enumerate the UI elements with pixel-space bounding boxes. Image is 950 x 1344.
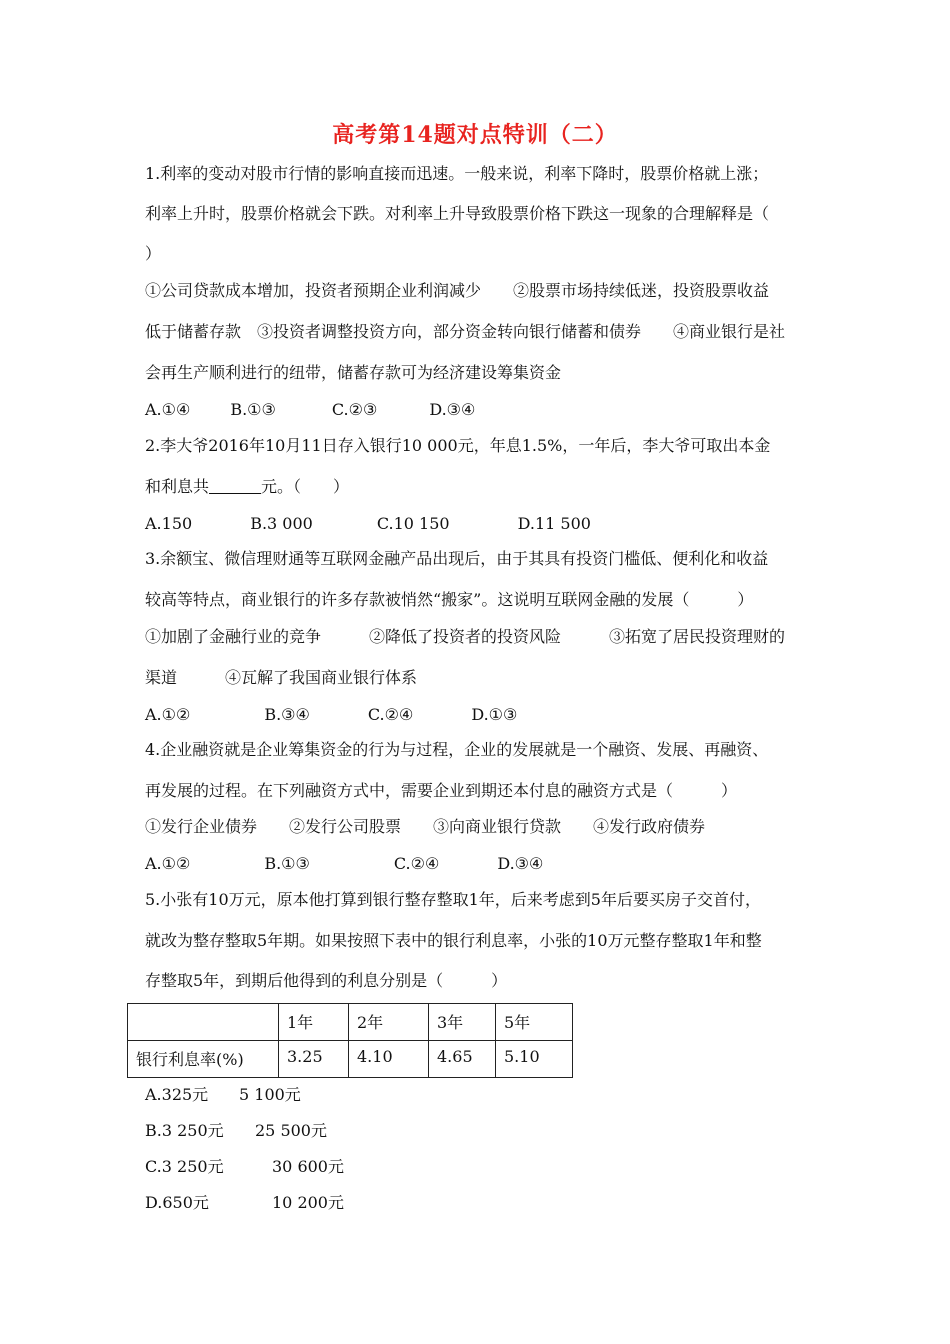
q5-option-b-value: 25 500元	[255, 1121, 327, 1140]
q2-option-a[interactable]: A.150	[145, 514, 193, 533]
q5-option-a[interactable]	[145, 1084, 301, 1106]
q2-option-c[interactable]: C.10 150	[376, 514, 450, 533]
q4-option-b[interactable]: B.①③	[264, 854, 310, 873]
table-header-cell: 3年	[429, 1004, 496, 1041]
q3-stem-line-1: 3.余额宝、微信理财通等互联网金融产品出现后，由于其具有投资门槛低、便利化和收益	[145, 549, 769, 568]
q5-stem-line-2: 就改为整存整取5年期。如果按照下表中的银行利息率，小张的10万元整存整取1年和整	[145, 931, 762, 950]
q2-stem-text-b: 元。（ ）	[261, 477, 350, 496]
q3-option-d[interactable]: D.①③	[471, 705, 518, 724]
q1-stem-line-3: ）	[145, 244, 162, 263]
q5-stem-line-1: 5.小张有10万元，原本他打算到银行整存整取1年，后来考虑到5年后要买房子交首付，	[145, 890, 761, 909]
q5-stem-line-3: 存整取5年，到期后他得到的利息分别是（ ）	[145, 971, 508, 990]
q3-statements-line-2: 渠道 ④瓦解了我国商业银行体系	[145, 668, 418, 687]
table-header-cell: 2年	[349, 1004, 429, 1041]
table-cell: 5.10	[496, 1041, 573, 1078]
q4-option-a[interactable]: A.①②	[145, 854, 191, 873]
q5-option-c-value: 30 600元	[272, 1157, 344, 1176]
q1-statements-line-3: 会再生产顺利进行的纽带，储蓄存款可为经济建设筹集资金	[145, 363, 562, 382]
table-cell: 4.65	[429, 1041, 496, 1078]
q1-stem-line-1: 1.利率的变动对股市行情的影响直接而迅速。一般来说，利率下降时，股票价格就上涨；	[145, 164, 769, 183]
table-header-cell	[128, 1004, 279, 1041]
q2-stem-line-2	[145, 476, 349, 498]
q3-option-a[interactable]: A.①②	[145, 705, 191, 724]
table-cell: 4.10	[349, 1041, 429, 1078]
q1-stem-line-2: 利率上升时，股票价格就会下跌。对利率上升导致股票价格下跌这一现象的合理解释是（	[145, 204, 770, 223]
table-header-cell: 5年	[496, 1004, 573, 1041]
q2-option-d[interactable]: D.11 500	[517, 514, 591, 533]
q1-option-c[interactable]: C.②③	[331, 400, 378, 419]
q2-stem-line-1: 2.李大爷2016年10月11日存入银行10 000元，年息1.5%，一年后，李大爷可取出本金	[145, 436, 771, 455]
q1-option-b[interactable]: B.①③	[230, 400, 276, 419]
q5-option-d-value: 10 200元	[272, 1193, 344, 1212]
q5-option-b[interactable]	[145, 1120, 327, 1142]
q2-options	[145, 513, 591, 535]
table-row	[128, 1041, 573, 1078]
q3-statements-line-1: ①加剧了金融行业的竞争 ②降低了投资者的投资风险 ③拓宽了居民投资理财的	[145, 627, 786, 646]
q1-options	[145, 399, 475, 421]
q3-option-c[interactable]: C.②④	[367, 705, 414, 724]
q2-stem-text-a: 和利息共	[145, 477, 210, 496]
answer-blank[interactable]	[209, 477, 261, 494]
q5-option-c[interactable]	[145, 1156, 344, 1178]
q5-option-b-label: B.3 250元	[145, 1121, 224, 1140]
q4-stem-line-2: 再发展的过程。在下列融资方式中，需要企业到期还本付息的融资方式是（ ）	[145, 781, 738, 800]
q4-option-d[interactable]: D.③④	[497, 854, 544, 873]
table-header-cell: 1年	[279, 1004, 349, 1041]
q3-options	[145, 704, 517, 726]
document-title: 高考第14题对点特训（二）	[332, 122, 618, 148]
q1-option-a[interactable]: A.①④	[145, 400, 191, 419]
table-cell: 银行利息率(%)	[128, 1041, 279, 1078]
q5-option-c-label: C.3 250元	[145, 1157, 224, 1176]
q4-statements-line-1: ①发行企业债券 ②发行公司股票 ③向商业银行贷款 ④发行政府债券	[145, 817, 706, 836]
q5-option-d[interactable]	[145, 1192, 344, 1214]
q5-option-a-value: 5 100元	[239, 1085, 301, 1104]
q4-options	[145, 853, 543, 875]
q5-option-d-label: D.650元	[145, 1193, 209, 1212]
interest-rate-table	[127, 1003, 573, 1078]
q5-option-a-label: A.325元	[145, 1085, 209, 1104]
q1-statements-line-1: ①公司贷款成本增加，投资者预期企业利润减少 ②股票市场持续低迷，投资股票收益	[145, 281, 770, 300]
table-cell: 3.25	[279, 1041, 349, 1078]
q1-statements-line-2: 低于储蓄存款 ③投资者调整投资方向，部分资金转向银行储蓄和债券 ④商业银行是社	[145, 322, 786, 341]
q2-option-b[interactable]: B.3 000	[250, 514, 313, 533]
q4-stem-line-1: 4.企业融资就是企业筹集资金的行为与过程，企业的发展就是一个融资、发展、再融资、	[145, 740, 769, 759]
q3-stem-line-2: 较高等特点，商业银行的许多存款被悄然“搬家”。这说明互联网金融的发展（ ）	[145, 590, 754, 609]
q1-option-d[interactable]: D.③④	[429, 400, 476, 419]
table-header-row	[128, 1004, 573, 1041]
q4-option-c[interactable]: C.②④	[393, 854, 440, 873]
q3-option-b[interactable]: B.③④	[264, 705, 310, 724]
